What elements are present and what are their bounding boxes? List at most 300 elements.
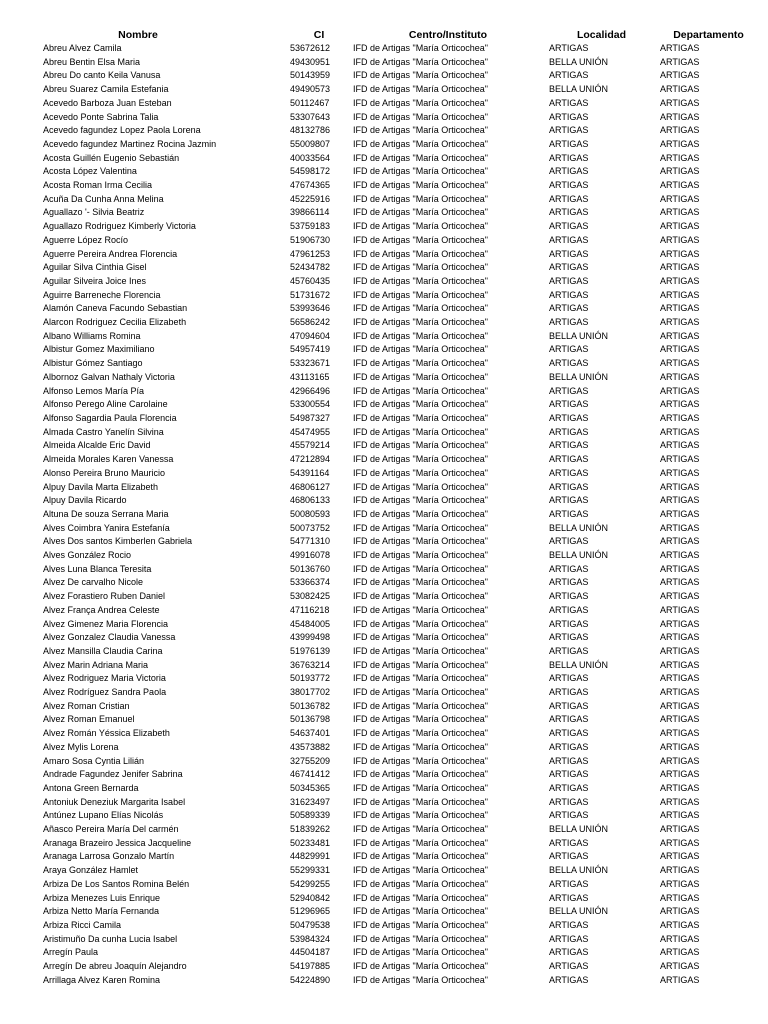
- cell-centro: IFD de Artigas "María Orticochea": [353, 440, 488, 451]
- cell-localidad: BELLA UNIÓN: [549, 84, 609, 95]
- cell-localidad: ARTIGAS: [549, 577, 589, 588]
- cell-departamento: ARTIGAS: [660, 193, 700, 204]
- cell-ci: 50143959: [290, 70, 331, 81]
- cell-localidad: ARTIGAS: [549, 714, 589, 725]
- table-row: [0, 672, 760, 686]
- cell-ci: 49430951: [290, 56, 331, 67]
- cell-localidad: ARTIGAS: [549, 248, 589, 259]
- header-ci: CI: [313, 29, 325, 41]
- cell-nombre: Alvez França Andrea Celeste: [43, 604, 160, 615]
- cell-localidad: ARTIGAS: [549, 728, 589, 739]
- cell-departamento: ARTIGAS: [660, 221, 700, 232]
- header-centro: Centro/Instituto: [408, 29, 488, 41]
- cell-ci: 36763214: [290, 659, 331, 670]
- cell-nombre: Acuña Da Cunha Anna Melina: [43, 193, 164, 204]
- cell-localidad: ARTIGAS: [549, 43, 589, 53]
- cell-nombre: Acosta Guillén Eugenio Sebastián: [43, 152, 180, 163]
- cell-localidad: ARTIGAS: [549, 193, 589, 204]
- cell-nombre: Alonso Pereira Bruno Mauricio: [43, 467, 166, 478]
- cell-nombre: Abreu Do canto Keila Vanusa: [43, 70, 161, 81]
- cell-centro: IFD de Artigas "María Orticochea": [353, 412, 488, 423]
- cell-nombre: Alves Luna Blanca Teresita: [43, 563, 152, 574]
- table-row: [0, 864, 760, 878]
- cell-nombre: Antoniuk Deneziuk Margarita Isabel: [43, 796, 186, 807]
- cell-ci: 54598172: [290, 166, 331, 177]
- cell-centro: IFD de Artigas "María Orticochea": [353, 111, 488, 122]
- cell-ci: 47094604: [290, 330, 331, 341]
- cell-departamento: ARTIGAS: [660, 604, 700, 615]
- cell-localidad: ARTIGAS: [549, 426, 589, 437]
- cell-nombre: Arregín Paula: [43, 947, 99, 958]
- cell-localidad: ARTIGAS: [549, 892, 589, 903]
- table-row: [0, 809, 760, 823]
- cell-departamento: ARTIGAS: [660, 906, 700, 917]
- cell-localidad: ARTIGAS: [549, 782, 589, 793]
- cell-centro: IFD de Artigas "María Orticochea": [353, 317, 488, 328]
- cell-ci: 54197885: [290, 961, 331, 972]
- table-row: [0, 248, 760, 262]
- cell-ci: 53672612: [290, 43, 331, 53]
- table-row: [0, 645, 760, 659]
- cell-nombre: Andrade Fagundez Jenifer Sabrina: [43, 769, 183, 780]
- cell-ci: 45760435: [290, 275, 331, 286]
- cell-nombre: Alvez Mansilla Claudia Carina: [43, 645, 163, 656]
- cell-nombre: Aguirre Barreneche Florencia: [43, 289, 161, 300]
- cell-ci: 46741412: [290, 769, 331, 780]
- cell-localidad: ARTIGAS: [549, 399, 589, 410]
- cell-localidad: ARTIGAS: [549, 481, 589, 492]
- cell-localidad: ARTIGAS: [549, 920, 589, 930]
- cell-nombre: Acevedo fagundez Martinez Rocina Jazmin: [43, 138, 217, 149]
- cell-ci: 43999498: [290, 632, 331, 643]
- cell-departamento: ARTIGAS: [660, 344, 700, 355]
- cell-localidad: ARTIGAS: [549, 591, 589, 602]
- cell-localidad: ARTIGAS: [549, 563, 589, 574]
- table-row: [0, 302, 760, 316]
- table-header: [0, 28, 760, 42]
- cell-localidad: ARTIGAS: [549, 221, 589, 232]
- cell-nombre: Alvez De carvalho Nicole: [43, 577, 144, 588]
- cell-nombre: Aranaga Larrosa Gonzalo Martín: [43, 851, 175, 862]
- cell-nombre: Acevedo Barboza Juan Esteban: [43, 97, 172, 108]
- cell-centro: IFD de Artigas "María Orticochea": [353, 303, 488, 314]
- table-row: [0, 97, 760, 111]
- cell-nombre: Alvez Mylis Lorena: [43, 741, 119, 752]
- cell-ci: 49490573: [290, 84, 331, 95]
- cell-ci: 43113165: [290, 371, 330, 382]
- table-row: [0, 138, 760, 152]
- cell-departamento: ARTIGAS: [660, 728, 700, 739]
- cell-departamento: ARTIGAS: [660, 536, 700, 547]
- cell-localidad: ARTIGAS: [549, 385, 589, 396]
- cell-nombre: Aguerre López Rocío: [43, 234, 129, 245]
- cell-localidad: ARTIGAS: [549, 138, 589, 149]
- cell-departamento: ARTIGAS: [660, 673, 700, 684]
- table-row: [0, 933, 760, 947]
- cell-localidad: BELLA UNIÓN: [549, 824, 609, 835]
- cell-ci: 55009807: [290, 138, 331, 149]
- cell-ci: 53759183: [290, 221, 331, 232]
- cell-ci: 53984324: [290, 933, 331, 944]
- table-row: [0, 357, 760, 371]
- cell-centro: IFD de Artigas "María Orticochea": [353, 810, 488, 821]
- cell-nombre: Antúnez Lupano Elías Nicolás: [43, 810, 164, 821]
- table-row: [0, 426, 760, 440]
- cell-nombre: Alamón Caneva Facundo Sebastian: [43, 303, 188, 314]
- table-row: [0, 234, 760, 248]
- cell-localidad: ARTIGAS: [549, 344, 589, 355]
- cell-nombre: Arrillaga Alvez Karen Romina: [43, 974, 161, 985]
- cell-nombre: Amaro Sosa Cyntia Lilián: [43, 755, 145, 766]
- cell-localidad: ARTIGAS: [549, 755, 589, 766]
- table-row: [0, 823, 760, 837]
- cell-departamento: ARTIGAS: [660, 851, 700, 862]
- table-row: [0, 69, 760, 83]
- table-row: [0, 713, 760, 727]
- cell-centro: IFD de Artigas "María Orticochea": [353, 577, 488, 588]
- table-row: [0, 755, 760, 769]
- cell-nombre: Albistur Gomez Maximiliano: [43, 344, 155, 355]
- cell-localidad: BELLA UNIÓN: [549, 906, 609, 917]
- table-row: [0, 741, 760, 755]
- cell-departamento: ARTIGAS: [660, 865, 700, 876]
- cell-departamento: ARTIGAS: [660, 84, 700, 95]
- table-row: [0, 960, 760, 974]
- cell-localidad: ARTIGAS: [549, 947, 589, 958]
- cell-departamento: ARTIGAS: [660, 467, 700, 478]
- table-row: [0, 850, 760, 864]
- table-row: [0, 206, 760, 220]
- table-row: [0, 193, 760, 207]
- cell-centro: IFD de Artigas "María Orticochea": [353, 536, 488, 547]
- cell-centro: IFD de Artigas "María Orticochea": [353, 467, 488, 478]
- table-row: [0, 837, 760, 851]
- cell-departamento: ARTIGAS: [660, 824, 700, 835]
- cell-localidad: ARTIGAS: [549, 180, 589, 191]
- cell-localidad: ARTIGAS: [549, 933, 589, 944]
- cell-centro: IFD de Artigas "María Orticochea": [353, 550, 488, 561]
- cell-localidad: ARTIGAS: [549, 289, 589, 300]
- table-row: [0, 522, 760, 536]
- cell-localidad: ARTIGAS: [549, 440, 589, 451]
- cell-nombre: Alvez Marin Adriana Maria: [43, 659, 149, 670]
- cell-ci: 50073752: [290, 522, 331, 533]
- cell-departamento: ARTIGAS: [660, 234, 700, 245]
- cell-localidad: ARTIGAS: [549, 495, 589, 506]
- cell-centro: IFD de Artigas "María Orticochea": [353, 56, 488, 67]
- cell-departamento: ARTIGAS: [660, 303, 700, 314]
- cell-localidad: ARTIGAS: [549, 645, 589, 656]
- cell-departamento: ARTIGAS: [660, 495, 700, 506]
- cell-centro: IFD de Artigas "María Orticochea": [353, 152, 488, 163]
- cell-ci: 31623497: [290, 796, 331, 807]
- cell-ci: 47212894: [290, 454, 331, 465]
- cell-ci: 40033564: [290, 152, 331, 163]
- cell-ci: 53300554: [290, 399, 331, 410]
- cell-nombre: Arbiza Netto María Fernanda: [43, 906, 160, 917]
- table-row: [0, 124, 760, 138]
- cell-centro: IFD de Artigas "María Orticochea": [353, 878, 488, 889]
- cell-localidad: ARTIGAS: [549, 536, 589, 547]
- cell-nombre: Arbiza De Los Santos Romina Belén: [43, 878, 190, 889]
- cell-localidad: ARTIGAS: [549, 125, 589, 136]
- cell-centro: IFD de Artigas "María Orticochea": [353, 673, 488, 684]
- cell-nombre: Abreu Suarez Camila Estefania: [43, 84, 169, 95]
- cell-localidad: ARTIGAS: [549, 741, 589, 752]
- cell-centro: IFD de Artigas "María Orticochea": [353, 344, 488, 355]
- cell-centro: IFD de Artigas "María Orticochea": [353, 933, 488, 944]
- cell-ci: 47674365: [290, 180, 331, 191]
- cell-centro: IFD de Artigas "María Orticochea": [353, 207, 488, 218]
- cell-localidad: ARTIGAS: [549, 604, 589, 615]
- cell-ci: 38017702: [290, 687, 331, 698]
- cell-centro: IFD de Artigas "María Orticochea": [353, 166, 488, 177]
- cell-ci: 46806127: [290, 481, 331, 492]
- cell-nombre: Antona Green Bernarda: [43, 782, 139, 793]
- cell-departamento: ARTIGAS: [660, 289, 700, 300]
- cell-localidad: BELLA UNIÓN: [549, 659, 609, 670]
- table-row: [0, 343, 760, 357]
- cell-ci: 44504187: [290, 947, 331, 958]
- cell-departamento: ARTIGAS: [660, 454, 700, 465]
- cell-nombre: Albano Williams Romina: [43, 330, 141, 341]
- table-row: [0, 535, 760, 549]
- cell-centro: IFD de Artigas "María Orticochea": [353, 769, 488, 780]
- cell-centro: IFD de Artigas "María Orticochea": [353, 714, 488, 725]
- cell-nombre: Aguallazo '- Silvia Beatriz: [43, 207, 145, 218]
- cell-departamento: ARTIGAS: [660, 837, 700, 848]
- cell-localidad: ARTIGAS: [549, 412, 589, 423]
- cell-nombre: Alvez Forastiero Ruben Daniel: [43, 591, 166, 602]
- cell-centro: IFD de Artigas "María Orticochea": [353, 454, 488, 465]
- cell-ci: 51839262: [290, 824, 331, 835]
- cell-nombre: Alvez Román Yéssica Elizabeth: [43, 728, 170, 739]
- table-row: [0, 892, 760, 906]
- cell-ci: 50136760: [290, 563, 331, 574]
- cell-localidad: ARTIGAS: [549, 961, 589, 972]
- cell-ci: 51976139: [290, 645, 331, 656]
- cell-ci: 54391164: [290, 467, 330, 478]
- cell-ci: 52940842: [290, 892, 331, 903]
- cell-nombre: Aguilar Silveira Joice Ines: [43, 275, 147, 286]
- cell-centro: IFD de Artigas "María Orticochea": [353, 495, 488, 506]
- cell-departamento: ARTIGAS: [660, 933, 700, 944]
- cell-centro: IFD de Artigas "María Orticochea": [353, 481, 488, 492]
- cell-centro: IFD de Artigas "María Orticochea": [353, 70, 488, 81]
- cell-nombre: Alvez Rodriguez Maria Victoria: [43, 673, 166, 684]
- header-row: [0, 28, 760, 42]
- cell-ci: 42966496: [290, 385, 331, 396]
- cell-ci: 56586242: [290, 317, 331, 328]
- cell-centro: IFD de Artigas "María Orticochea": [353, 563, 488, 574]
- cell-nombre: Almeida Alcalde Eric David: [43, 440, 151, 451]
- cell-centro: IFD de Artigas "María Orticochea": [353, 43, 488, 53]
- cell-centro: IFD de Artigas "María Orticochea": [353, 700, 488, 711]
- cell-localidad: ARTIGAS: [549, 673, 589, 684]
- table-row: [0, 261, 760, 275]
- cell-localidad: ARTIGAS: [549, 878, 589, 889]
- cell-nombre: Alfonso Perego Aline Carolaine: [43, 399, 168, 410]
- cell-centro: IFD de Artigas "María Orticochea": [353, 920, 488, 930]
- cell-nombre: Alfonso Lemos María Pía: [43, 385, 145, 396]
- cell-nombre: Arbiza Ricci Camila: [43, 920, 122, 930]
- table-row: [0, 604, 760, 618]
- table-row: [0, 111, 760, 125]
- cell-centro: IFD de Artigas "María Orticochea": [353, 358, 488, 369]
- cell-ci: 49916078: [290, 550, 331, 561]
- cell-ci: 53323671: [290, 358, 331, 369]
- cell-departamento: ARTIGAS: [660, 755, 700, 766]
- cell-ci: 50589339: [290, 810, 331, 821]
- cell-nombre: Aguilar Silva Cinthia Gisel: [43, 262, 147, 273]
- cell-centro: IFD de Artigas "María Orticochea": [353, 755, 488, 766]
- cell-ci: 51296965: [290, 906, 331, 917]
- cell-localidad: BELLA UNIÓN: [549, 330, 609, 341]
- table-row: [0, 631, 760, 645]
- cell-centro: IFD de Artigas "María Orticochea": [353, 125, 488, 136]
- table-row: [0, 481, 760, 495]
- cell-nombre: Arregín De abreu Joaquín Alejandro: [43, 961, 187, 972]
- table-row: [0, 905, 760, 919]
- cell-departamento: ARTIGAS: [660, 782, 700, 793]
- table-row: [0, 330, 760, 344]
- cell-centro: IFD de Artigas "María Orticochea": [353, 604, 488, 615]
- cell-ci: 43573882: [290, 741, 331, 752]
- cell-centro: IFD de Artigas "María Orticochea": [353, 193, 488, 204]
- cell-localidad: ARTIGAS: [549, 796, 589, 807]
- cell-centro: IFD de Artigas "María Orticochea": [353, 289, 488, 300]
- cell-ci: 51731672: [290, 289, 331, 300]
- cell-departamento: ARTIGAS: [660, 180, 700, 191]
- cell-centro: IFD de Artigas "María Orticochea": [353, 84, 488, 95]
- cell-departamento: ARTIGAS: [660, 111, 700, 122]
- cell-centro: IFD de Artigas "María Orticochea": [353, 618, 488, 629]
- header-nombre-label: Nombre: [118, 29, 158, 41]
- cell-localidad: ARTIGAS: [549, 275, 589, 286]
- cell-centro: IFD de Artigas "María Orticochea": [353, 138, 488, 149]
- cell-centro: IFD de Artigas "María Orticochea": [353, 659, 488, 670]
- cell-ci: 47961253: [290, 248, 331, 259]
- table-row: [0, 152, 760, 166]
- table-row: [0, 590, 760, 604]
- cell-departamento: ARTIGAS: [660, 796, 700, 807]
- cell-departamento: ARTIGAS: [660, 138, 700, 149]
- cell-nombre: Alvez Roman Cristian: [43, 700, 130, 711]
- cell-departamento: ARTIGAS: [660, 741, 700, 752]
- cell-ci: 51906730: [290, 234, 331, 245]
- table-row: [0, 316, 760, 330]
- cell-localidad: ARTIGAS: [549, 700, 589, 711]
- cell-ci: 50136798: [290, 714, 331, 725]
- cell-ci: 55299331: [290, 865, 331, 876]
- cell-localidad: ARTIGAS: [549, 618, 589, 629]
- cell-ci: 50193772: [290, 673, 331, 684]
- cell-centro: IFD de Artigas "María Orticochea": [353, 522, 488, 533]
- cell-ci: 45474955: [290, 426, 331, 437]
- cell-centro: IFD de Artigas "María Orticochea": [353, 508, 488, 519]
- cell-nombre: Almeida Morales Karen Vanessa: [43, 454, 174, 465]
- cell-departamento: ARTIGAS: [660, 43, 700, 53]
- cell-localidad: ARTIGAS: [549, 234, 589, 245]
- cell-localidad: ARTIGAS: [549, 303, 589, 314]
- cell-centro: IFD de Artigas "María Orticochea": [353, 399, 488, 410]
- table-row: [0, 289, 760, 303]
- cell-nombre: Alpuy Davila Ricardo: [43, 495, 127, 506]
- cell-nombre: Añasco Pereira María Del carmén: [43, 824, 179, 835]
- cell-departamento: ARTIGAS: [660, 878, 700, 889]
- cell-centro: IFD de Artigas "María Orticochea": [353, 385, 488, 396]
- cell-nombre: Aguallazo Rodriguez Kimberly Victoria: [43, 221, 196, 232]
- cell-departamento: ARTIGAS: [660, 769, 700, 780]
- cell-departamento: ARTIGAS: [660, 152, 700, 163]
- cell-localidad: ARTIGAS: [549, 851, 589, 862]
- cell-localidad: BELLA UNIÓN: [549, 865, 609, 876]
- cell-localidad: ARTIGAS: [549, 317, 589, 328]
- cell-localidad: BELLA UNIÓN: [549, 56, 609, 67]
- table-row: [0, 782, 760, 796]
- cell-localidad: ARTIGAS: [549, 508, 589, 519]
- cell-departamento: ARTIGAS: [660, 248, 700, 259]
- cell-centro: IFD de Artigas "María Orticochea": [353, 330, 488, 341]
- cell-centro: IFD de Artigas "María Orticochea": [353, 865, 488, 876]
- cell-departamento: ARTIGAS: [660, 920, 700, 930]
- cell-departamento: ARTIGAS: [660, 70, 700, 81]
- table-row: [0, 439, 760, 453]
- table-row: [0, 727, 760, 741]
- cell-departamento: ARTIGAS: [660, 659, 700, 670]
- cell-centro: IFD de Artigas "María Orticochea": [353, 782, 488, 793]
- cell-departamento: ARTIGAS: [660, 207, 700, 218]
- cell-departamento: ARTIGAS: [660, 262, 700, 273]
- cell-ci: 45225916: [290, 193, 331, 204]
- cell-departamento: ARTIGAS: [660, 892, 700, 903]
- cell-centro: IFD de Artigas "María Orticochea": [353, 275, 488, 286]
- cell-centro: IFD de Artigas "María Orticochea": [353, 591, 488, 602]
- cell-departamento: ARTIGAS: [660, 591, 700, 602]
- cell-departamento: ARTIGAS: [660, 317, 700, 328]
- cell-localidad: ARTIGAS: [549, 111, 589, 122]
- cell-nombre: Alarcon Rodriguez Cecilia Elizabeth: [43, 317, 187, 328]
- cell-ci: 45484005: [290, 618, 331, 629]
- cell-centro: IFD de Artigas "María Orticochea": [353, 892, 488, 903]
- cell-nombre: Alpuy Davila Marta Elizabeth: [43, 481, 159, 492]
- cell-nombre: Araya González Hamlet: [43, 865, 139, 876]
- cell-nombre: Alvez Gimenez Maria Florencia: [43, 618, 169, 629]
- cell-nombre: Aguerre Pereira Andrea Florencia: [43, 248, 178, 259]
- cell-localidad: ARTIGAS: [549, 687, 589, 698]
- cell-nombre: Alves González Rocio: [43, 550, 132, 561]
- cell-departamento: ARTIGAS: [660, 577, 700, 588]
- cell-centro: IFD de Artigas "María Orticochea": [353, 851, 488, 862]
- table-row: [0, 576, 760, 590]
- table-row: [0, 467, 760, 481]
- table-row: [0, 494, 760, 508]
- cell-ci: 46806133: [290, 495, 331, 506]
- cell-nombre: Alves Coimbra Yanira Estefanía: [43, 522, 170, 533]
- cell-departamento: ARTIGAS: [660, 522, 700, 533]
- table-row: [0, 83, 760, 97]
- table-row: [0, 56, 760, 70]
- cell-nombre: Alvez Rodríguez Sandra Paola: [43, 687, 167, 698]
- table-row: [0, 549, 760, 563]
- table-row: [0, 563, 760, 577]
- cell-centro: IFD de Artigas "María Orticochea": [353, 221, 488, 232]
- table-row: [0, 686, 760, 700]
- cell-departamento: ARTIGAS: [660, 275, 700, 286]
- cell-centro: IFD de Artigas "María Orticochea": [353, 97, 488, 108]
- cell-nombre: Albornoz Galvan Nathaly Victoria: [43, 371, 175, 382]
- cell-ci: 54957419: [290, 344, 331, 355]
